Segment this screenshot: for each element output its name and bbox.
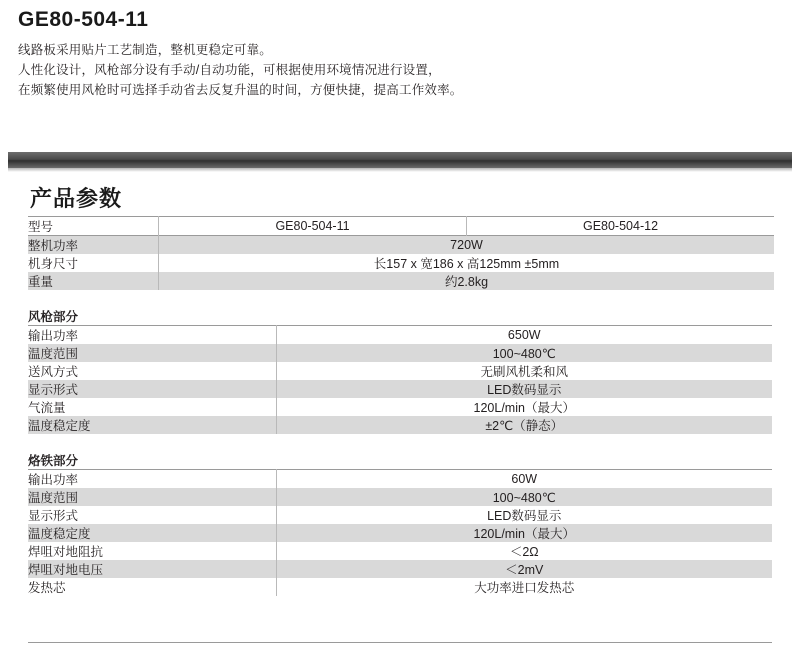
row-label: 显示形式	[28, 506, 276, 524]
table-row	[28, 488, 772, 506]
row-value: ＜2mV	[276, 560, 772, 578]
row-label: 焊咀对地电压	[28, 560, 276, 578]
row-value: 650W	[276, 326, 772, 345]
row-value: 约2.8kg	[159, 272, 775, 290]
row-label: 机身尺寸	[28, 254, 159, 272]
group-title: 烙铁部分	[28, 451, 772, 470]
table-row	[28, 506, 772, 524]
spec-tables	[28, 216, 772, 596]
row-value: 大功率进口发热芯	[276, 578, 772, 596]
row-label: 送风方式	[28, 362, 276, 380]
row-value: 60W	[276, 470, 772, 489]
table-row	[28, 326, 772, 345]
group-title-row	[28, 451, 772, 470]
row-label: 输出功率	[28, 470, 276, 489]
group-title: 风枪部分	[28, 307, 772, 326]
table-row	[28, 542, 772, 560]
table-row	[28, 236, 774, 255]
row-label: 发热芯	[28, 578, 276, 596]
row-value: 100~480℃	[276, 344, 772, 362]
row-label: 整机功率	[28, 236, 159, 255]
row-value: 120L/min（最大）	[276, 524, 772, 542]
table-row	[28, 470, 772, 489]
section-heading: 产品参数	[30, 186, 123, 211]
table-row	[28, 362, 772, 380]
table-row	[28, 380, 772, 398]
table-row	[28, 524, 772, 542]
intro-line-2: 人性化设计，风枪部分设有手动/自动功能，可根据使用环境情况进行设置，	[18, 63, 441, 77]
table-row	[28, 398, 772, 416]
table-row	[28, 272, 774, 290]
row-label: 重量	[28, 272, 159, 290]
row-value: ±2℃（静态）	[276, 416, 772, 434]
row-value: 无刷风机柔和风	[276, 362, 772, 380]
page-title: GE80-504-11	[18, 8, 149, 31]
section-divider-bar	[8, 152, 792, 168]
row-label: 型号	[28, 217, 159, 236]
group-title-row	[28, 307, 772, 326]
row-value: 120L/min（最大）	[276, 398, 772, 416]
row-value: LED数码显示	[276, 506, 772, 524]
spec-table-hot-air	[28, 307, 772, 451]
row-label: 温度范围	[28, 344, 276, 362]
table-row	[28, 560, 772, 578]
section-divider-shadow	[8, 168, 792, 172]
intro-line-1: 线路板采用贴片工艺制造，整机更稳定可靠。	[18, 43, 273, 57]
spec-table-soldering-iron	[28, 451, 772, 596]
row-label: 温度稳定度	[28, 416, 276, 434]
table-row	[28, 217, 774, 236]
row-value: LED数码显示	[276, 380, 772, 398]
row-label: 输出功率	[28, 326, 276, 345]
row-value-right: GE80-504-12	[467, 217, 775, 236]
bottom-rule	[28, 642, 772, 643]
row-value: 100~480℃	[276, 488, 772, 506]
row-label: 气流量	[28, 398, 276, 416]
row-label: 温度范围	[28, 488, 276, 506]
row-label: 焊咀对地阻抗	[28, 542, 276, 560]
table-row	[28, 578, 772, 596]
row-value: 720W	[159, 236, 775, 255]
intro-block	[0, 0, 800, 100]
table-row	[28, 344, 772, 362]
intro-line-3: 在频繁使用风枪时可选择手动省去反复升温的时间，方便快捷，提高工作效率。	[18, 83, 463, 97]
row-value: ＜2Ω	[276, 542, 772, 560]
row-value-left: GE80-504-11	[159, 217, 467, 236]
table-row	[28, 416, 772, 434]
table-row	[28, 254, 774, 272]
row-value: 长157 x 宽186 x 高125mm ±5mm	[159, 254, 775, 272]
row-label: 温度稳定度	[28, 524, 276, 542]
table-gap	[28, 290, 774, 307]
spec-table-main	[28, 216, 774, 307]
row-label: 显示形式	[28, 380, 276, 398]
table-gap	[28, 434, 772, 451]
